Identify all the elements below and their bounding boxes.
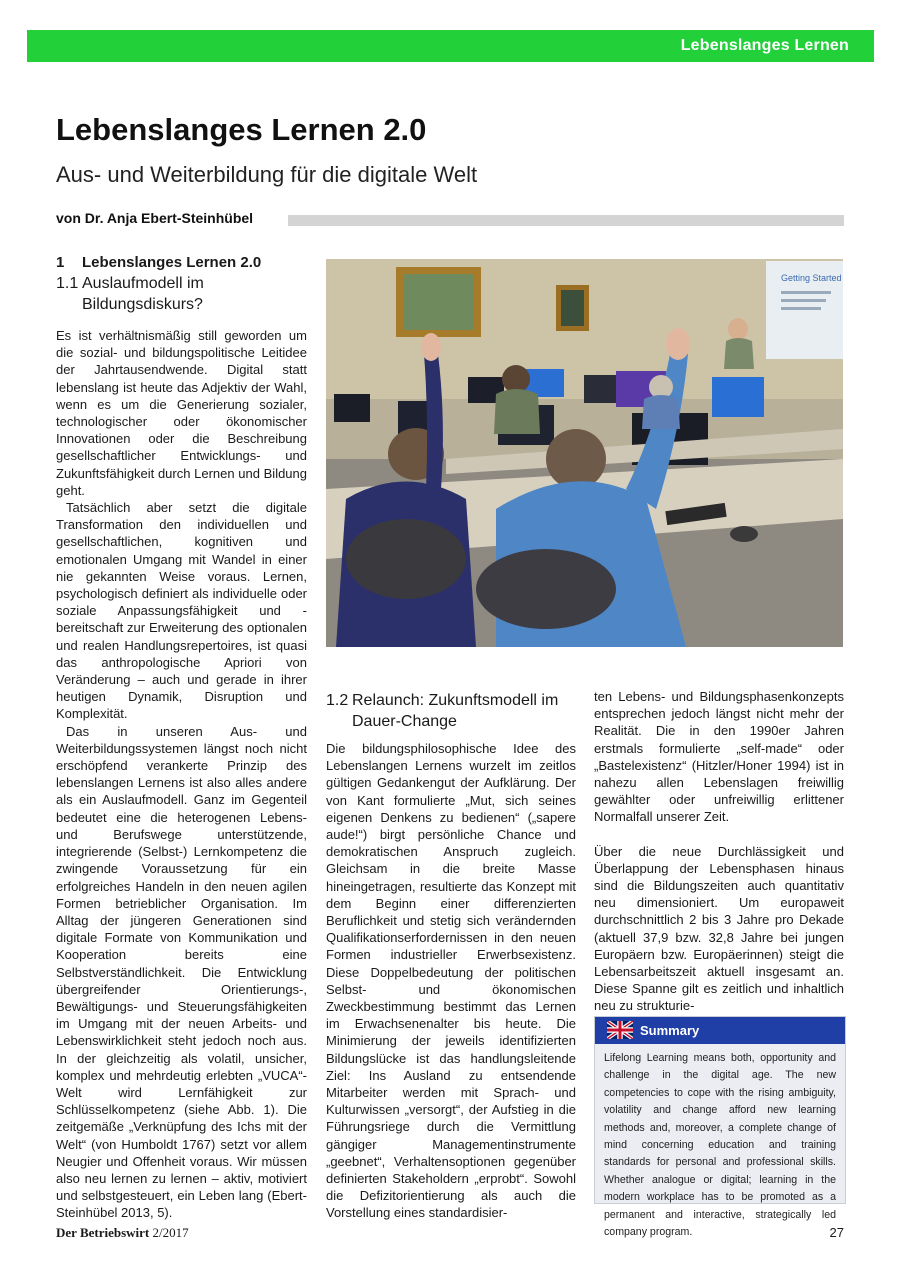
col1-paragraph-1: Es ist verhältnismäßig still geworden um die sozial- und bildungspolitische Leitidee der Jahrtausendwende. Digital statt lebenslang ist heute das Adjektiv der Wahl, wenn es um die Generierung sozialer, technologischer oder ökonomischer Innovationen oder die Beschreibung gesellschaftlicher Entwicklungs- und Zukunftsfähigkeit durch Lernen und Bildung geht. <box>56 328 307 498</box>
column-1 <box>56 327 307 1222</box>
summary-text: Lifelong Learning means both, opportunity and challenge in the digital age. The new competencies to cope with the rising ambiguity, volatility and change afford new learning methods and, moreover, a complete change of mind concerning education and training standards for personal and professional skills. Whether analogue or digital; learning in the modern workplace has to be promoted as a permanent and interactive, strategically led company program. <box>604 1052 836 1239</box>
section-1-2-number: 1.2 <box>326 692 349 709</box>
col2-paragraph-1: Die bildungsphilosophische Idee des Lebenslangen Lernens wurzelt im zeitlos gültigen Gedankengut der Aufklärung. Der von Kant formulierte „Mut, sich seines eigenen Denkens zu bedienen“ („sapere aude!“) birgt persönliche Chance und demokratischen Anspruch zugleich. Gleichsam in die breite Masse hineingetragen, resultierte das Konzept mit dem Beginn einer differenzierten Beruflichkeit und stetig sich verändernden Qualifikationserfordernissen in den neuen Formen industrieller Erwerbsexistenz. Diese Doppelbedeutung der politischen Selbst- und ökonomischen Zweckbestimmung bestimmt das Lernen im Erwachsenenalter bis heute. Die Minimierung der jeweils identifizierten Bildungslücke ist das handlungsleitende Ziel: Ins Ausland zu entsendende Mitarbeiter werden mit Sprach- und Kulturwissen „versorgt“, der Aufstieg in die Führungsriege durch die Vermittlung gängiger Managementinstrumente „geebnet“, Verhaltensoptionen gegenüber definierten Stakeholdern „erprobt“. Sowohl die Defizitorientierung als auch die Vorstellung eines standardisier- <box>326 741 576 1221</box>
column-2 <box>326 740 576 1222</box>
page-number: 27 <box>829 1225 844 1240</box>
section-1-number: 1 <box>56 254 65 271</box>
col3-paragraph-2: Über die neue Durchlässigkeit und Überlappung der Lebensphasen hinaus sind die Bildungszeiten auch quantitativ neu dimensioniert. Um europaweit durchschnittlich 2 bis 3 Jahre pro Dekade (aktuell 37,9 bzw. 32,8 Jahre bei jungen Europäern bzw. Europäerinnen) steigt die Lebensarbeitszeit aktuell insgesamt an. Diese Spanne gilt es zeitlich und inhaltlich neu zu strukturie- <box>594 843 844 1014</box>
section-1-1-title-line2: Bildungsdiskurs? <box>82 296 203 313</box>
column-3 <box>594 688 844 1015</box>
section-1-1-title-line1: Auslaufmodell im <box>82 275 204 292</box>
section-1-2-heading <box>326 690 581 732</box>
col3-paragraph-1: ten Lebens- und Bildungsphasenkonzepts entsprechen jedoch längst nicht mehr der Realität. Die in den 1990er Jahren erstmals formulierte „self-made“ oder „Bastelexistenz“ (Hitzler/Honer 1994) ist in nahezu allen Lebenslagen freiwillig gewählter oder unfreiwillig erlittener Normalfall unserer Zeit. <box>594 689 844 825</box>
section-label: Lebenslanges Lernen <box>680 37 849 54</box>
footer-publication <box>56 1225 189 1241</box>
section-1-title: Lebenslanges Lernen 2.0 <box>82 254 262 271</box>
section-1-1-number: 1.1 <box>56 275 79 292</box>
classroom-photo-illustration <box>326 259 843 647</box>
section-1-2-title-line1: Relaunch: Zukunftsmodell im <box>352 692 559 709</box>
article-title: Lebenslanges Lernen 2.0 <box>56 112 427 147</box>
author-line: von Dr. Anja Ebert-Steinhübel <box>56 210 254 226</box>
section-header-bar <box>27 30 874 62</box>
summary-header <box>595 1017 845 1044</box>
section-1-1-heading <box>56 273 204 315</box>
article-subtitle: Aus- und Weiterbildung für die digitale Welt <box>56 162 478 187</box>
screen-title: Getting Started <box>781 273 842 283</box>
issue-number: 2/2017 <box>152 1225 189 1240</box>
col1-paragraph-2: Tatsächlich aber setzt die digitale Transformation den individuellen und gesellschaftlichen, kognitiven und emotionalen Umgang mit Wandel in einer nie gekannten Weise voraus. Lernen, psychologisch definiert als individuelle oder soziale Anpassungsfähigkeit und -bereitschaft zur Erweiterung des optionalen und realen Handlungsrepertoires, ist quasi das anthropologische Apriori von Veränderung – auch und gerade in ihrer heutigen Dynamik, Disruption und Komplexität. <box>56 500 307 722</box>
classroom-photo <box>326 259 843 647</box>
author-rule <box>288 215 844 226</box>
section-1-2-title-line2: Dauer-Change <box>352 713 457 730</box>
publication-name: Der Betriebswirt <box>56 1225 150 1240</box>
uk-flag-icon <box>607 1021 633 1039</box>
section-1-heading <box>56 254 261 271</box>
col1-paragraph-3: Das in unseren Aus- und Weiterbildungssystemen längst noch nicht erschöpfend verankerte Prinzip des lebenslangen Lernens ist also alles andere als ein Auslaufmodell. Ganz im Gegenteil bedeutet eine die heterogenen Lebens- und Berufswege unterstützende, integrierende (Selbst-) Lernkompetenz die zwingende Voraussetzung für ein erfolgreiches Handeln in den neuen agilen Formen betrieblicher Organisation. Im Alltag der jüngeren Generationen sind digitale Formate von Kommunikation und Kooperation bereits eine Selbstverständlichkeit. Die Entwicklung übergreifender Orientierungs-, Bewältigungs- und Steuerungsfähigkeiten im Umgang mit der neuen Arbeits- und Lebenswirklichkeit steht jedoch noch aus. In der gleichzeitig als volatil, unsicher, komplex und mehrdeutig erlebten „VUCA“-Welt wird Lernfähigkeit zur Schlüsselkompetenz (siehe Abb. 1). Die zeitgemäße „Verknüpfung des Ichs mit der Welt“ (von Humboldt 1767) setzt vor allem Neugier und Offenheit voraus. Wir müssen also neu lernen zu lernen – aktiv, motiviert und selbstgesteuert, ein Leben lang (Ebert-Steinhübel 2013, 5). <box>56 723 307 1221</box>
summary-label: Summary <box>640 1023 700 1038</box>
